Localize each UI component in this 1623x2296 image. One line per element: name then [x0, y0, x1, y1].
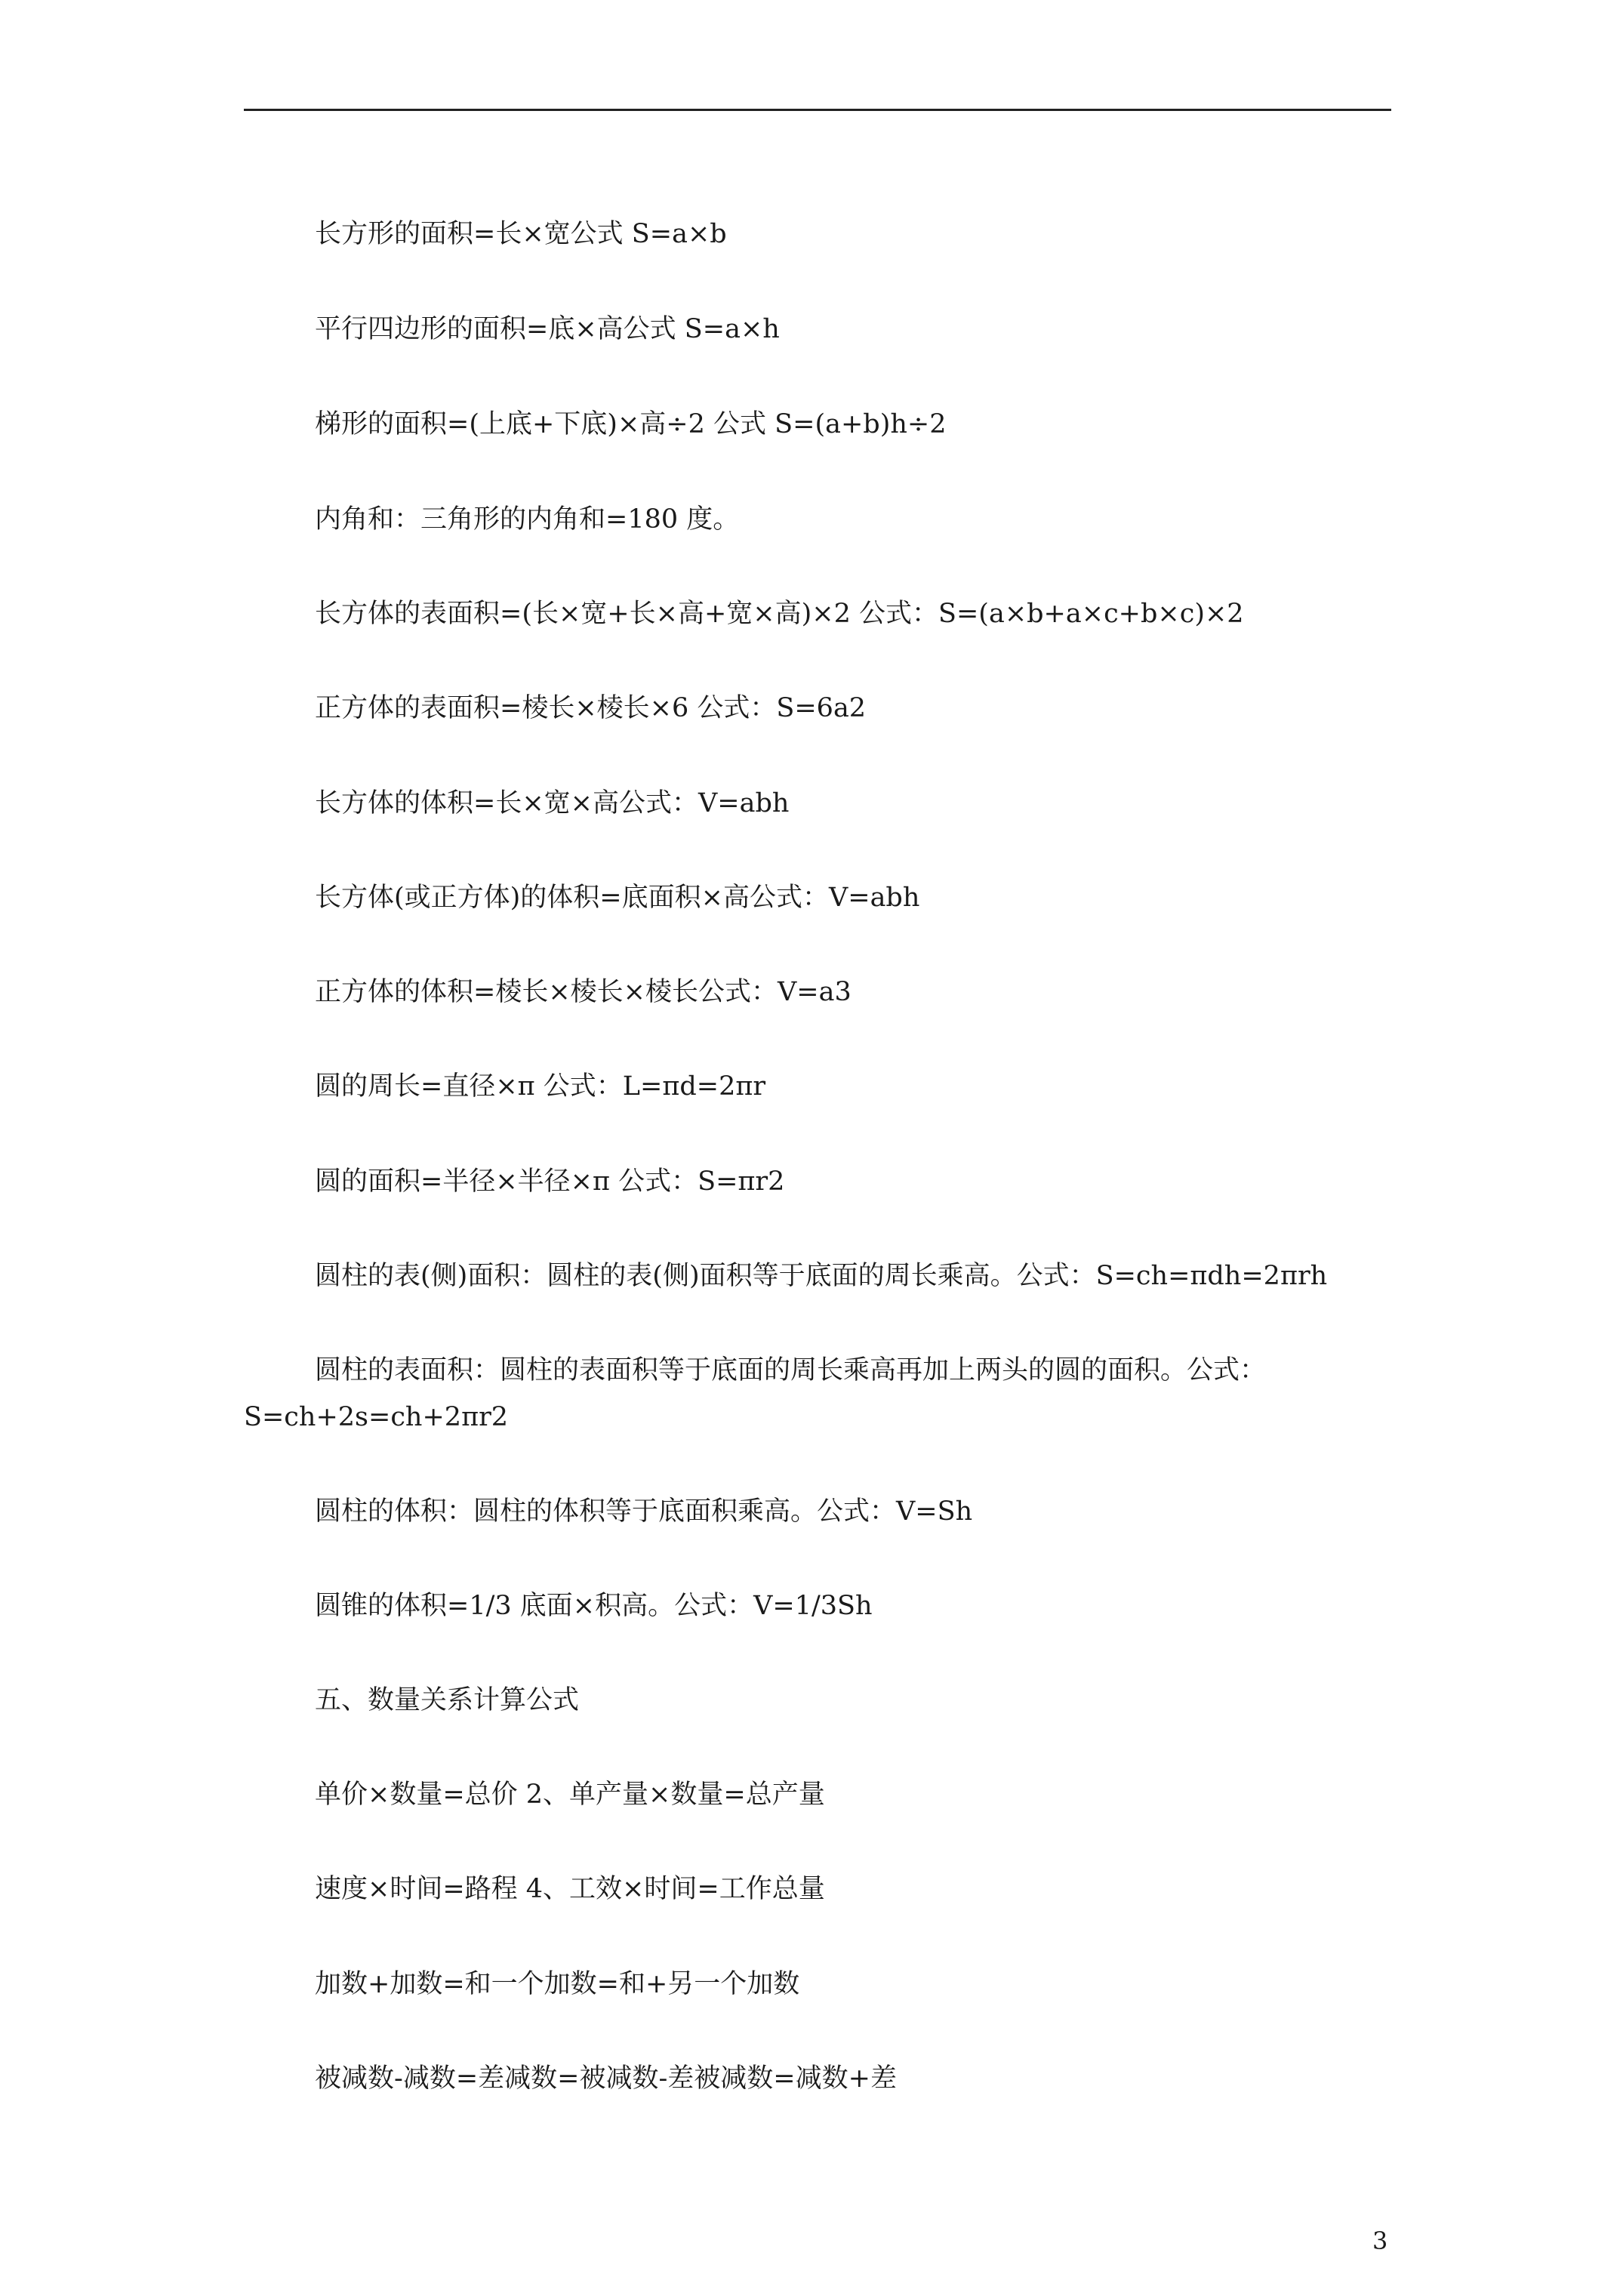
- formula-line: 正方体的体积=棱长×棱长×棱长公式：V=a3: [315, 977, 852, 1007]
- formula-line: 内角和：三角形的内角和=180 度。: [315, 504, 740, 535]
- formula-line: 梯形的面积=(上底+下底)×高÷2 公式 S=(a+b)h÷2: [315, 409, 947, 439]
- formula-line: 速度×时间=路程 4、工效×时间=工作总量: [315, 1874, 825, 1904]
- formula-line: 圆柱的体积：圆柱的体积等于底面积乘高。公式：V=Sh: [315, 1496, 973, 1527]
- formula-line: 长方体的体积=长×宽×高公式：V=abh: [315, 788, 790, 818]
- formula-line: 圆的面积=半径×半径×π 公式：S=πr2: [315, 1166, 785, 1197]
- formula-line: 被减数-减数=差减数=被减数-差被减数=减数+差: [315, 2063, 897, 2094]
- formula-line: 正方体的表面积=棱长×棱长×6 公式：S=6a2: [315, 693, 867, 723]
- formula-line: 平行四边形的面积=底×高公式 S=a×h: [315, 314, 780, 344]
- formula-line: 长方体(或正方体)的体积=底面积×高公式：V=abh: [315, 883, 920, 913]
- formula-line: 圆的周长=直径×π 公式：L=πd=2πr: [315, 1071, 766, 1102]
- section-heading: 五、数量关系计算公式: [315, 1685, 580, 1715]
- formula-line: 圆锥的体积=1/3 底面×积高。公式：V=1/3Sh: [315, 1591, 873, 1621]
- page-number: 3: [1372, 2227, 1388, 2255]
- formula-line: 长方体的表面积=(长×宽+长×高+宽×高)×2 公式：S=(a×b+a×c+b×c)×2: [315, 599, 1244, 629]
- formula-line: 加数+加数=和一个加数=和+另一个加数: [315, 1969, 800, 1999]
- formula-line: 单价×数量=总价 2、单产量×数量=总产量: [315, 1780, 825, 1810]
- formula-paragraph: 圆柱的表面积：圆柱的表面积等于底面的周长乘高再加上两头的圆的面积。公式：S=ch+2s=ch+2πr2: [244, 1355, 1267, 1432]
- formula-line: 长方形的面积=长×宽公式 S=a×b: [315, 219, 727, 249]
- formula-line: 圆柱的表(侧)面积：圆柱的表(侧)面积等于底面的周长乘高。公式：S=ch=πdh=2πrh: [315, 1261, 1328, 1291]
- header-rule: [244, 109, 1391, 111]
